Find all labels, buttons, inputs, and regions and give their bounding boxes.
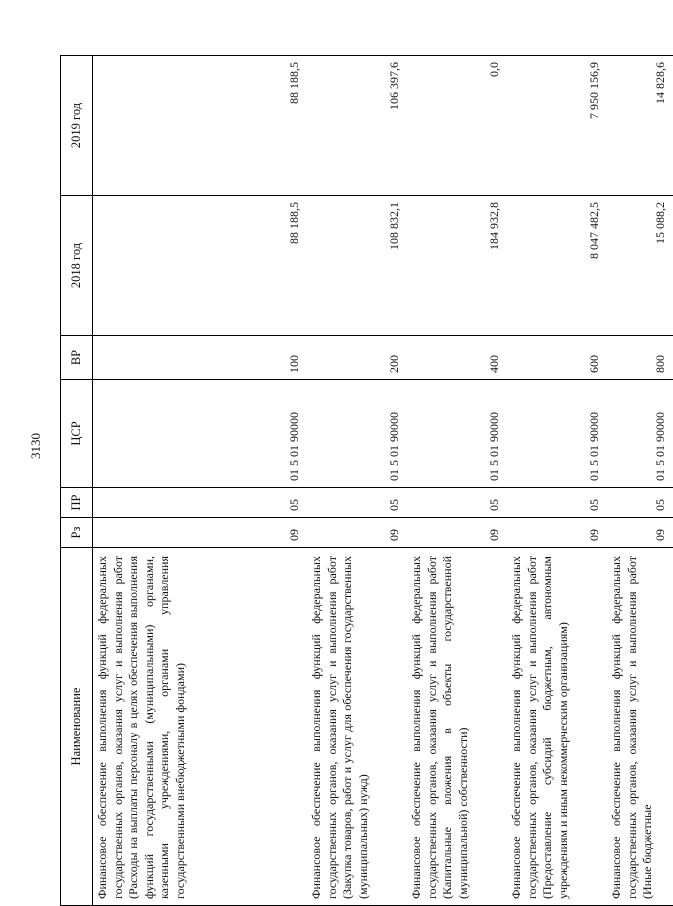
row-csr: 01 5 01 90000 <box>407 380 507 488</box>
row-rz: 09 <box>607 518 673 548</box>
row-pr: 05 <box>407 488 507 518</box>
row-name: Финансовое обеспечение выполнения функций федеральных государственных органов, оказания услуг и выполнения работ (Капитальные вложения в объекты государственной (муниципальной) собственности) <box>407 548 507 906</box>
row-pr: 05 <box>307 488 407 518</box>
table-row <box>93 56 308 906</box>
row-2019: 88 188,5 <box>93 56 308 196</box>
row-csr: 01 5 01 90000 <box>607 380 673 488</box>
row-vr: 800 <box>607 336 673 380</box>
row-rz: 09 <box>93 518 308 548</box>
row-csr: 01 5 01 90000 <box>307 380 407 488</box>
table-row <box>507 56 607 906</box>
table-header-row <box>61 56 93 906</box>
row-rz: 09 <box>307 518 407 548</box>
row-pr: 05 <box>93 488 308 518</box>
row-pr: 05 <box>607 488 673 518</box>
budget-table <box>60 55 673 906</box>
header-2018: 2018 год <box>61 196 93 336</box>
row-vr: 400 <box>407 336 507 380</box>
row-2018: 8 047 482,5 <box>507 196 607 336</box>
header-vr: ВР <box>61 336 93 380</box>
row-2019: 14 828,6 <box>607 56 673 196</box>
row-2018: 108 832,1 <box>307 196 407 336</box>
row-pr: 05 <box>507 488 607 518</box>
row-2018: 184 932,8 <box>407 196 507 336</box>
document-sheet <box>60 56 668 906</box>
header-rz: Рз <box>61 518 93 548</box>
table-row <box>607 56 673 906</box>
row-name: Финансовое обеспечение выполнения функций федеральных государственных органов, оказания услуг и выполнения работ (Иные бюджетные <box>607 548 673 906</box>
header-name: Наименование <box>61 548 93 906</box>
table-row <box>407 56 507 906</box>
table-row <box>307 56 407 906</box>
row-2018: 88 188,5 <box>93 196 308 336</box>
header-csr: ЦСР <box>61 380 93 488</box>
row-csr: 01 5 01 90000 <box>507 380 607 488</box>
header-pr: ПР <box>61 488 93 518</box>
row-name: Финансовое обеспечение выполнения функций федеральных государственных органов, оказания услуг и выполнения работ (Закупка товаров, работ и услуг для обеспечения государственных (муниципальных) нужд) <box>307 548 407 906</box>
row-rz: 09 <box>507 518 607 548</box>
row-vr: 600 <box>507 336 607 380</box>
row-2019: 106 397,6 <box>307 56 407 196</box>
row-2019: 0,0 <box>407 56 507 196</box>
row-name: Финансовое обеспечение выполнения функций федеральных государственных органов, оказания услуг и выполнения работ (Расходы на выплаты персоналу в целях обеспечения выполнения функций государственными (муниципальными) органами, казенными учреждениями, органами управления государственными внебюджетными фондами) <box>93 548 308 906</box>
row-vr: 200 <box>307 336 407 380</box>
row-csr: 01 5 01 90000 <box>93 380 308 488</box>
row-vr: 100 <box>93 336 308 380</box>
budget-table-wrapper <box>60 56 668 906</box>
row-2018: 15 088,2 <box>607 196 673 336</box>
page-number: 3130 <box>28 433 43 459</box>
row-2019: 7 950 156,9 <box>507 56 607 196</box>
row-rz: 09 <box>407 518 507 548</box>
header-2019: 2019 год <box>61 56 93 196</box>
row-name: Финансовое обеспечение выполнения функций федеральных государственных органов, оказания услуг и выполнения работ (Предоставление субсидий бюджетным, автономным учреждениям и иным некоммерческим организациям) <box>507 548 607 906</box>
